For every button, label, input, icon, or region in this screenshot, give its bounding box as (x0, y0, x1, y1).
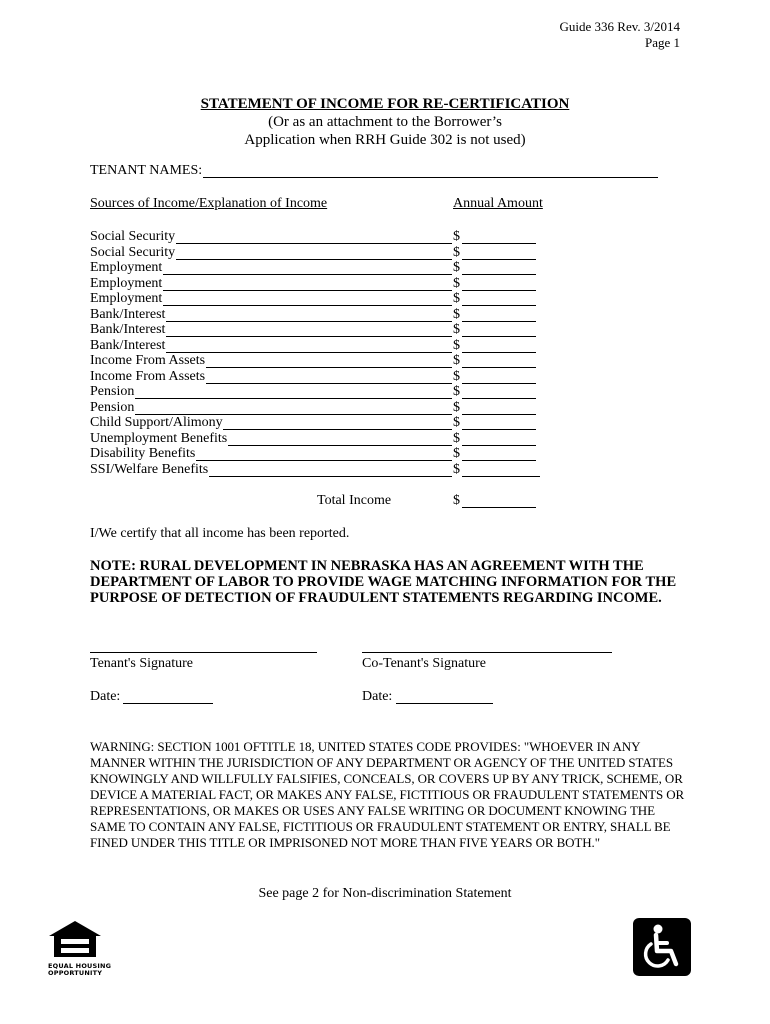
income-source-label: Bank/Interest (90, 307, 166, 322)
equal-housing-logo (48, 920, 112, 977)
income-dollar-sign: $ (453, 353, 460, 368)
income-amount-field[interactable] (462, 398, 536, 399)
certify-statement: I/We certify that all income has been reported. (90, 526, 350, 541)
income-source-label: Income From Assets (90, 353, 206, 368)
income-dollar-sign: $ (453, 431, 460, 446)
income-dollar-sign: $ (453, 446, 460, 461)
income-amount-field[interactable] (462, 321, 536, 322)
income-source-field[interactable] (209, 476, 452, 477)
cotenant-date-field[interactable] (396, 703, 493, 704)
cotenant-signature-field[interactable] (362, 652, 612, 653)
income-amount-field[interactable] (462, 243, 536, 244)
income-source-field[interactable] (196, 460, 452, 461)
tenant-names-field[interactable] (203, 177, 658, 178)
income-dollar-sign: $ (453, 322, 460, 337)
eho-label-line2: OPPORTUNITY (48, 969, 103, 977)
total-dollar-sign: $ (453, 493, 460, 508)
form-subtitle-1: (Or as an attachment to the Borrower’s (268, 114, 502, 130)
income-dollar-sign: $ (453, 400, 460, 415)
income-amount-field[interactable] (462, 429, 536, 430)
amount-column-header: Annual Amount (453, 196, 543, 211)
equal-housing-icon (48, 920, 102, 958)
income-source-label: Disability Benefits (90, 446, 196, 461)
income-dollar-sign: $ (453, 291, 460, 306)
income-source-label: Pension (90, 384, 135, 399)
income-dollar-sign: $ (453, 338, 460, 353)
income-source-field[interactable] (223, 429, 452, 430)
income-dollar-sign: $ (453, 260, 460, 275)
income-dollar-sign: $ (453, 307, 460, 322)
tenant-date-label: Date: (90, 689, 121, 704)
income-source-field[interactable] (166, 336, 452, 337)
wheelchair-icon (633, 918, 691, 976)
income-amount-field[interactable] (462, 290, 536, 291)
tenant-signature-label: Tenant's Signature (90, 656, 194, 671)
income-source-label: Social Security (90, 229, 176, 244)
income-source-field[interactable] (166, 352, 452, 353)
income-source-field[interactable] (228, 445, 452, 446)
income-source-field[interactable] (176, 243, 452, 244)
income-amount-field[interactable] (462, 259, 536, 260)
income-source-label: Bank/Interest (90, 338, 166, 353)
form-subtitle-2: Application when RRH Guide 302 is not used) (244, 132, 526, 148)
income-amount-field[interactable] (462, 445, 536, 446)
income-dollar-sign: $ (453, 415, 460, 430)
warning-statement: WARNING: SECTION 1001 OFTITLE 18, UNITED STATES CODE PROVIDES: "WHOEVER IN ANY MANNER WITHIN THE JURISDICTION OF ANY DEPARTMENT OR AGENCY OF THE UNITED STATES KNOWINGLY AND WILLFULLY FALSIFIES, CONCEALS, OR COVERS UP BY ANY TRICK, SCHEME, OR DEVICE A MATERIAL FACT, OR MAKES ANY FALSE, FICTITIOUS OR FRAUDULENT STATEMENTS OR REPRESENTATIONS, OR MAKES OR USES ANY FALSE WRITING OR DOCUMENT KNOWING THE SAME TO CONTAIN ANY FALSE, FICTITIOUS OR FRAUDULENT STATEMENT OR ENTRY, SHALL BE FINED UNDER THIS TITLE OR IMPRISONED NOT MORE THAN FIVE YEARS OR BOTH." (90, 739, 685, 850)
tenant-signature-field[interactable] (90, 652, 317, 653)
eho-label-line1: EQUAL HOUSING (48, 962, 112, 970)
income-source-field[interactable] (163, 290, 452, 291)
sources-column-header: Sources of Income/Explanation of Income (90, 196, 328, 211)
income-amount-field[interactable] (462, 414, 536, 415)
income-dollar-sign: $ (453, 276, 460, 291)
income-source-field[interactable] (206, 367, 452, 368)
cotenant-signature-label: Co-Tenant's Signature (362, 656, 487, 671)
form-title (0, 95, 770, 113)
note-statement: NOTE: RURAL DEVELOPMENT IN NEBRASKA HAS AN AGREEMENT WITH THE DEPARTMENT OF LABOR TO PROVIDE WAGE MATCHING INFORMATION FOR THE PURPOSE OF DETECTION OF FRAUDULENT STATEMENTS REGARDING INCOME. (90, 558, 677, 606)
income-source-field[interactable] (176, 259, 452, 260)
income-source-label: Income From Assets (90, 369, 206, 384)
income-source-field[interactable] (163, 305, 452, 306)
accessibility-logo (633, 918, 691, 976)
income-source-field[interactable] (135, 398, 452, 399)
income-source-label: Unemployment Benefits (90, 431, 228, 446)
form-title-text: STATEMENT OF INCOME FOR RE-CERTIFICATION (200, 96, 570, 112)
income-dollar-sign: $ (453, 384, 460, 399)
income-source-label: Employment (90, 276, 163, 291)
income-source-label: Pension (90, 400, 135, 415)
income-source-field[interactable] (163, 274, 452, 275)
income-amount-field[interactable] (462, 367, 536, 368)
income-source-label: Social Security (90, 245, 176, 260)
page-number: Page 1 (644, 35, 680, 50)
tenant-names-label: TENANT NAMES: (90, 163, 203, 178)
income-amount-field[interactable] (462, 305, 536, 306)
income-amount-field[interactable] (462, 383, 536, 384)
income-dollar-sign: $ (453, 245, 460, 260)
guide-revision: Guide 336 Rev. 3/2014 (559, 19, 680, 34)
income-dollar-sign: $ (453, 229, 460, 244)
income-amount-field[interactable] (462, 460, 536, 461)
income-dollar-sign: $ (453, 462, 460, 477)
income-amount-field[interactable] (462, 336, 536, 337)
income-source-label: Bank/Interest (90, 322, 166, 337)
total-income-field[interactable] (462, 507, 536, 508)
income-amount-field[interactable] (462, 352, 536, 353)
income-source-label: Child Support/Alimony (90, 415, 223, 430)
income-source-field[interactable] (206, 383, 452, 384)
income-source-label: SSI/Welfare Benefits (90, 462, 209, 477)
income-source-field[interactable] (166, 321, 452, 322)
tenant-date-field[interactable] (123, 703, 213, 704)
income-amount-field[interactable] (462, 274, 536, 275)
income-amount-field[interactable] (462, 476, 540, 477)
see-page-2-note: See page 2 for Non-discrimination Statement (258, 886, 512, 901)
cotenant-date-label: Date: (362, 689, 393, 704)
income-source-label: Employment (90, 260, 163, 275)
income-source-label: Employment (90, 291, 163, 306)
total-income-label: Total Income (317, 493, 392, 508)
income-dollar-sign: $ (453, 369, 460, 384)
